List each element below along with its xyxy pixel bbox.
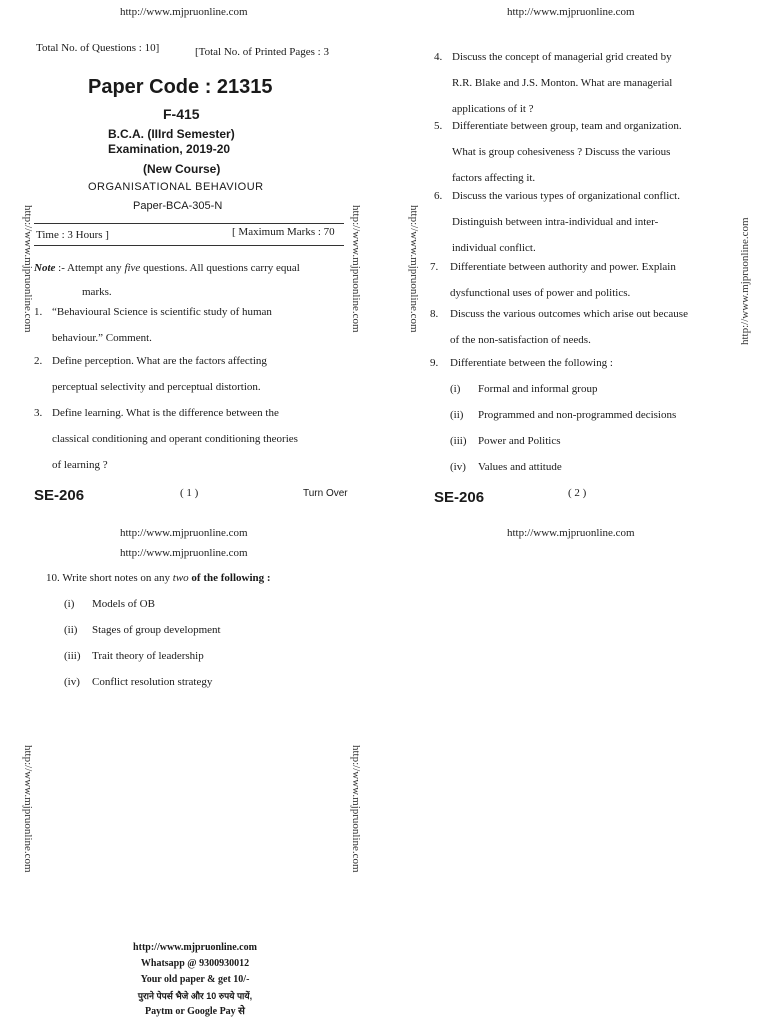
header-url[interactable]: http://www.mjpruonline.com xyxy=(507,6,635,18)
promo-offer-hindi: पुराने पेपर्स भैजे और 10 रुपये पायें, xyxy=(137,991,253,1001)
course-title: B.C.A. (IIIrd Semester) xyxy=(108,127,235,141)
sub-question-label: (i) xyxy=(450,383,461,395)
question-8 xyxy=(430,301,752,353)
note-text-pre: :- Attempt any xyxy=(58,262,125,274)
question-9 xyxy=(430,350,752,480)
sub-question-text: Stages of group development xyxy=(92,624,221,636)
question-line: Discuss the concept of managerial grid created by xyxy=(452,51,672,63)
maximum-marks: [ Maximum Marks : 70 xyxy=(232,226,335,238)
sub-question xyxy=(450,428,752,454)
question-line xyxy=(46,565,356,591)
sub-question-label: (iii) xyxy=(450,435,467,447)
question-7 xyxy=(430,254,752,306)
total-pages: [Total No. of Printed Pages : 3 xyxy=(195,46,329,58)
promo-whatsapp: Whatsapp @ 9300930012 xyxy=(140,958,250,969)
question-6 xyxy=(434,183,752,261)
header-url-2[interactable]: http://www.mjpruonline.com xyxy=(120,547,248,559)
sub-question xyxy=(64,617,356,643)
question-text-emphasis: two xyxy=(172,572,189,584)
sub-question-label: (i) xyxy=(64,598,75,610)
new-course: (New Course) xyxy=(143,162,221,176)
sub-question-text: Programmed and non-programmed decisions xyxy=(478,409,677,421)
question-2 xyxy=(34,348,348,400)
question-line: behaviour.” Comment. xyxy=(52,332,152,344)
question-line: Define perception. What are the factors affecting xyxy=(52,355,267,367)
sub-question-label: (ii) xyxy=(450,409,464,421)
question-line: Distinguish between intra-individual and inter- xyxy=(452,216,659,228)
question-5 xyxy=(434,113,752,191)
exam-code: F-415 xyxy=(163,106,200,122)
question-line: Discuss the various types of organizational conflict. xyxy=(452,190,680,202)
question-line: Define learning. What is the difference between the xyxy=(52,407,279,419)
time-allowed: Time : 3 Hours ] xyxy=(36,229,109,241)
footer-code: SE-206 xyxy=(34,487,85,504)
sub-question-text: Formal and informal group xyxy=(478,383,598,395)
question-line: Differentiate between group, team and organization. xyxy=(452,120,682,132)
side-url-right[interactable]: http://www.mjpruonline.com xyxy=(350,205,362,333)
side-url-left[interactable]: http://www.mjpruonline.com xyxy=(408,205,420,333)
sub-question-label: (iv) xyxy=(64,676,80,688)
question-number: 8. xyxy=(430,308,439,320)
question-10 xyxy=(46,565,356,695)
question-line: Differentiate between the following : xyxy=(450,357,613,369)
question-number: 2. xyxy=(34,355,43,367)
side-url-left[interactable]: http://www.mjpruonline.com xyxy=(22,205,34,333)
sub-question xyxy=(64,591,356,617)
question-text-post: of the following : xyxy=(188,572,271,584)
question-line: of the non-satisfaction of needs. xyxy=(450,334,591,346)
note-text-emphasis: five xyxy=(124,262,141,274)
question-number: 4. xyxy=(434,51,443,63)
footer-code: SE-206 xyxy=(434,489,485,506)
question-line: R.R. Blake and J.S. Monton. What are managerial xyxy=(452,77,673,89)
header-url[interactable]: http://www.mjpruonline.com xyxy=(120,527,248,539)
question-line: individual conflict. xyxy=(452,242,536,254)
question-line: What is group cohesiveness ? Discuss the various xyxy=(452,146,671,158)
sub-question-list xyxy=(430,376,752,480)
note-label: Note xyxy=(34,262,56,274)
question-line: factors affecting it. xyxy=(452,172,536,184)
instructions-note xyxy=(34,256,344,304)
question-number: 3. xyxy=(34,407,43,419)
promo-footer xyxy=(60,940,330,1020)
subject-title: ORGANISATIONAL BEHAVIOUR xyxy=(88,181,264,193)
question-line: perceptual selectivity and perceptual distortion. xyxy=(52,381,261,393)
exam-session: Examination, 2019-20 xyxy=(108,142,231,156)
question-1 xyxy=(34,299,348,351)
sub-question-text: Power and Politics xyxy=(478,435,561,447)
question-text-pre: Write short notes on any xyxy=(62,572,173,584)
question-line: of learning ? xyxy=(52,459,108,471)
question-number: 6. xyxy=(434,190,443,202)
sub-question-label: (iii) xyxy=(64,650,81,662)
sub-question-text: Conflict resolution strategy xyxy=(92,676,213,688)
promo-offer: Your old paper & get 10/- xyxy=(140,974,250,985)
question-number: 5. xyxy=(434,120,443,132)
sub-question-list xyxy=(46,591,356,695)
sub-question-text: Values and attitude xyxy=(478,461,562,473)
question-number: 10. xyxy=(46,572,60,584)
promo-url[interactable]: http://www.mjpruonline.com xyxy=(133,942,257,953)
side-url-right[interactable]: http://www.mjpruonline.com xyxy=(739,217,751,345)
question-3 xyxy=(34,400,348,478)
sub-question xyxy=(64,643,356,669)
total-questions: Total No. of Questions : 10] xyxy=(36,42,160,54)
divider-top xyxy=(34,223,344,224)
question-line: dysfunctional uses of power and politics. xyxy=(450,287,631,299)
sub-question xyxy=(450,376,752,402)
paper-code: Paper Code : 21315 xyxy=(88,76,273,98)
note-line-2: marks. xyxy=(82,286,112,298)
divider-bottom xyxy=(34,245,344,246)
promo-payment: Paytm or Google Pay से xyxy=(145,1006,245,1017)
question-4 xyxy=(434,44,752,122)
footer-url[interactable]: http://www.mjpruonline.com xyxy=(507,527,635,539)
side-url-left[interactable]: http://www.mjpruonline.com xyxy=(22,745,34,873)
sub-question xyxy=(64,669,356,695)
header-url[interactable]: http://www.mjpruonline.com xyxy=(120,6,248,18)
question-number: 7. xyxy=(430,261,439,273)
note-text-post: questions. All questions carry equal xyxy=(140,262,300,274)
sub-question xyxy=(450,402,752,428)
question-line: Differentiate between authority and power. Explain xyxy=(450,261,676,273)
question-line: classical conditioning and operant conditioning theories xyxy=(52,433,298,445)
question-number: 1. xyxy=(34,306,43,318)
question-line: “Behavioural Science is scientific study of human xyxy=(52,306,272,318)
turn-over: Turn Over xyxy=(303,488,348,499)
sub-question-text: Trait theory of leadership xyxy=(92,650,204,662)
question-line: applications of it ? xyxy=(452,103,534,115)
sub-question-label: (ii) xyxy=(64,624,78,636)
question-line: Discuss the various outcomes which arise out because xyxy=(450,308,688,320)
page-number: ( 1 ) xyxy=(180,487,199,499)
sub-question-text: Models of OB xyxy=(92,598,155,610)
paper-name: Paper-BCA-305-N xyxy=(133,200,223,212)
question-number: 9. xyxy=(430,357,439,369)
sub-question xyxy=(450,454,752,480)
sub-question-label: (iv) xyxy=(450,461,466,473)
page-number: ( 2 ) xyxy=(568,487,587,499)
side-url-right[interactable]: http://www.mjpruonline.com xyxy=(350,745,362,873)
